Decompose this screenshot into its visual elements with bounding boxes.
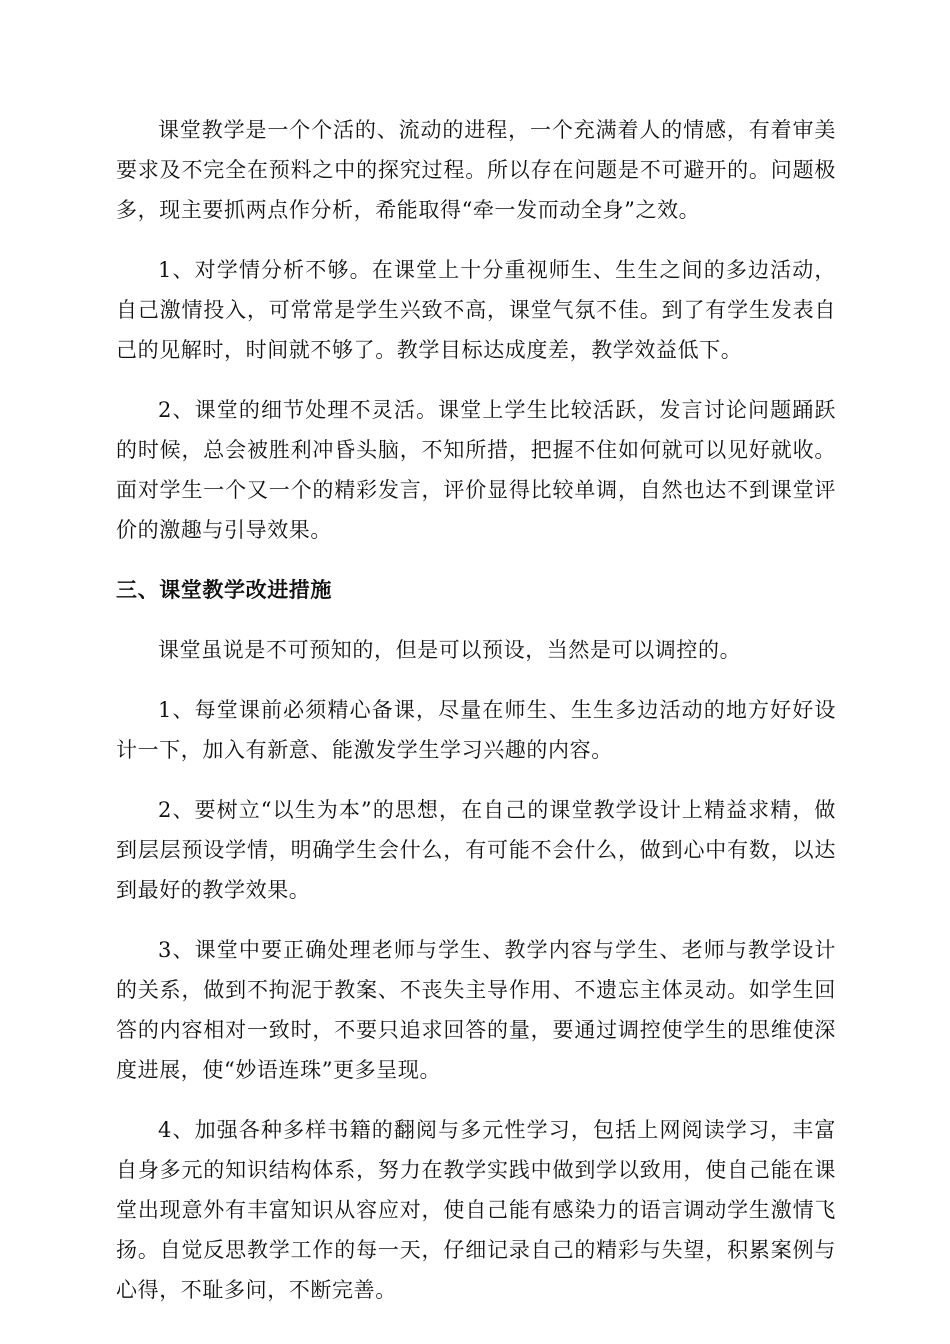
measure-2-paragraph: 2、要树立“以生为本”的思想，在自己的课堂教学设计上精益求精，做到层层预设学情，明确学生会什么，有可能不会什么，做到心中有数，以达到最好的教学效果。 [116,798,836,902]
problem-1-paragraph: 1、对学情分析不够。在课堂上十分重视师生、生生之间的多边活动，自己激情投入，可常常是学生兴致不高，课堂气氛不佳。到了有学生发表自己的见解时，时间就不够了。教学目标达成度差，教学效益低下。 [116,258,836,362]
measure-3-paragraph: 3、课堂中要正确处理老师与学生、教学内容与学生、老师与教学设计的关系，做到不拘泥于教案、不丧失主导作用、不遗忘主体灵动。如学生回答的内容相对一致时，不要只追求回答的量，要通过调控使学生的思维使深度进展，使“妙语连珠”更多呈现。 [116,938,836,1082]
document-body [116,110,836,1330]
problem-2-paragraph: 2、课堂的细节处理不灵活。课堂上学生比较活跃，发言讨论问题踊跃的时候，总会被胜利冲昏头脑，不知所措，把握不住如何就可以见好就收。面对学生一个又一个的精彩发言，评价显得比较单调，自然也达不到课堂评价的激趣与引导效果。 [116,398,836,542]
section-heading: 三、课堂教学改进措施 [116,578,332,602]
measure-4-paragraph: 4、加强各种多样书籍的翻阅与多元性学习，包括上网阅读学习，丰富自身多元的知识结构体系，努力在教学实践中做到学以致用，使自己能在课堂出现意外有丰富知识从容应对，使自己能有感染力的语言调动学生激情飞扬。自觉反思教学工作的每一天，仔细记录自己的精彩与失望，积累案例与心得，不耻多问，不断完善。 [116,1118,836,1302]
measure-1-paragraph: 1、每堂课前必须精心备课，尽量在师生、生生多边活动的地方好好设计一下，加入有新意、能激发学生学习兴趣的内容。 [116,698,836,762]
measures-intro-paragraph: 课堂虽说是不可预知的，但是可以预设，当然是可以调控的。 [158,638,742,662]
intro-paragraph: 课堂教学是一个个活的、流动的进程，一个充满着人的情感，有着审美要求及不完全在预料之中的探究过程。所以存在问题是不可避开的。问题极多，现主要抓两点作分析，希能取得“牵一发而动全身”之效。 [116,118,836,222]
